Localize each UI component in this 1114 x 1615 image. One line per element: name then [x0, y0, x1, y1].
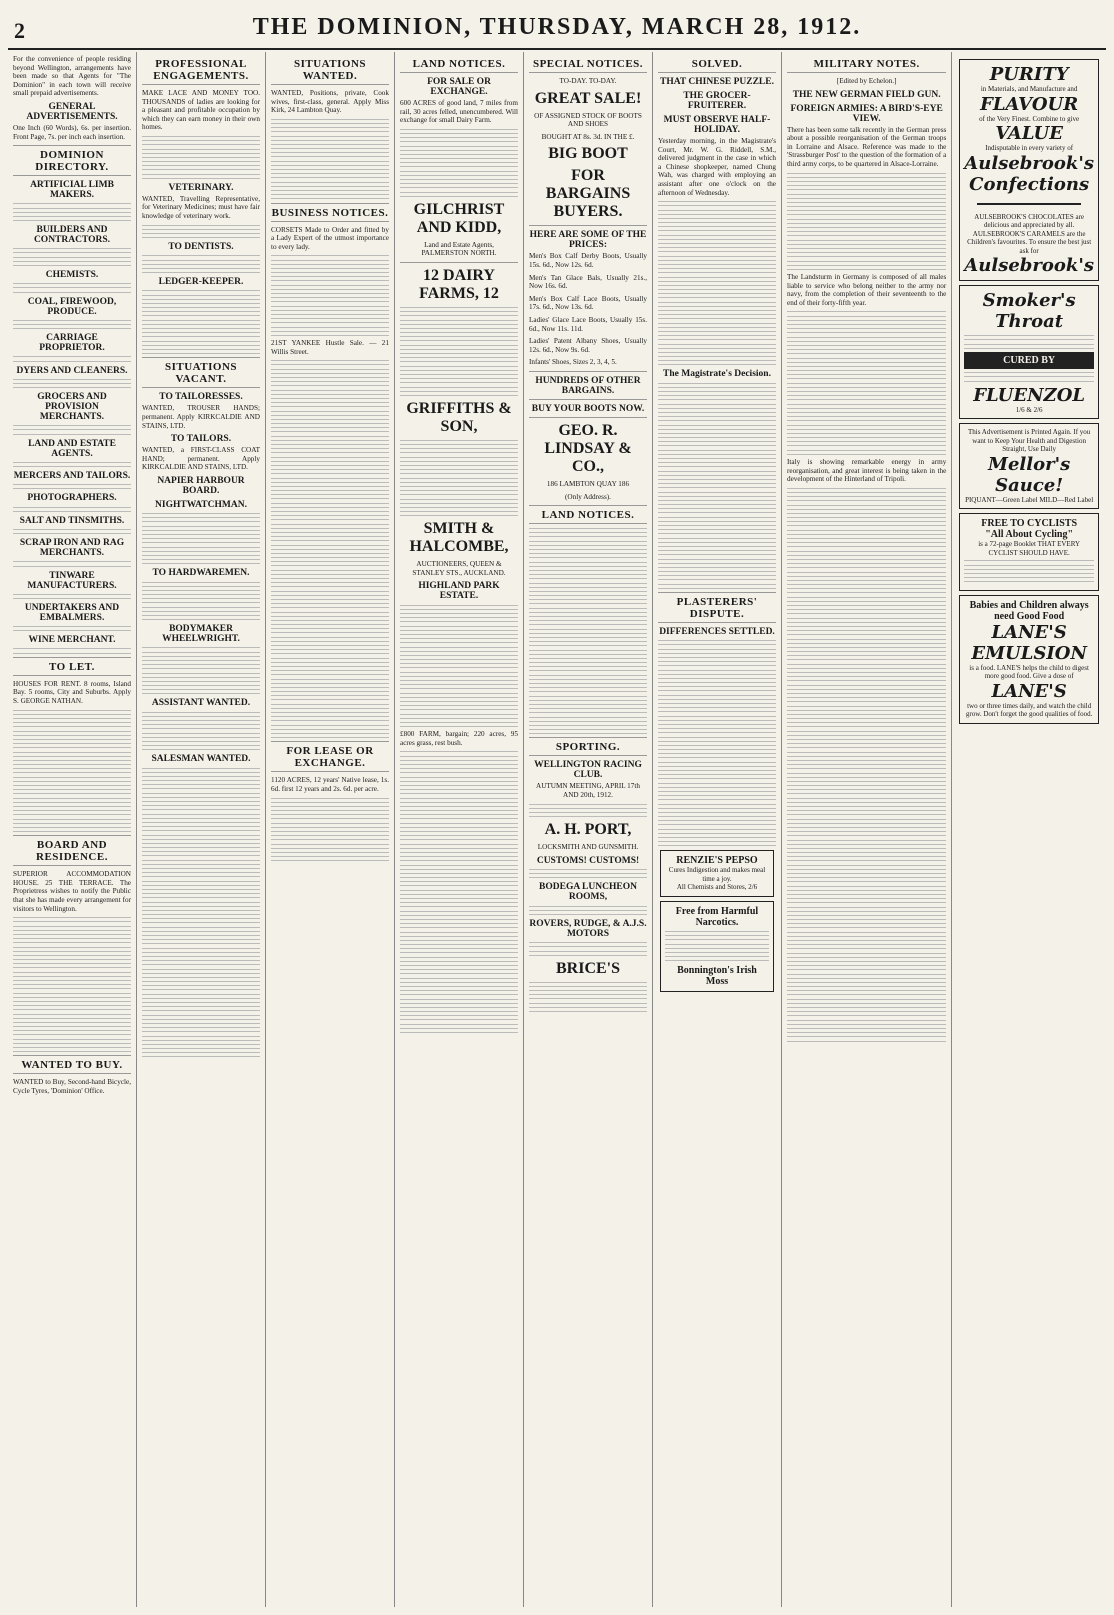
- gilchrist-kidd: GILCHRIST AND KIDD,: [413, 200, 505, 236]
- gilchrist-sub: Land and Estate Agents, PALMERSTON NORTH.: [421, 240, 497, 258]
- smith-sub: AUCTIONEERS, QUEEN & STANLEY STS., AUCKLAND.: [412, 560, 506, 577]
- price-item: Men's Box Calf Derby Boots, Usually 15s. 6d., Now 12s. 6d.: [529, 252, 647, 269]
- board-heading: BOARD AND RESIDENCE.: [13, 839, 131, 866]
- foreign-armies-heading: FOREIGN ARMIES: A BIRD'S-EYE VIEW.: [790, 103, 943, 124]
- assistant-heading: ASSISTANT WANTED.: [151, 698, 251, 709]
- cycling-title: "All About Cycling": [985, 529, 1074, 541]
- griffiths-son: GRIFFITHS & SON,: [406, 399, 512, 435]
- military-heading: MILITARY NOTES.: [787, 58, 946, 73]
- flavour-sub: of the Very Finest. Combine to give: [979, 114, 1080, 123]
- aulsebrook-body: AULSEBROOK'S CHOCOLATES are delicious and appreciated by all. AULSEBROOK'S CARAMELS are the Children's favourites. To ensure the best just ask for: [967, 212, 1092, 255]
- newspaper-title: THE DOMINION, THURSDAY, MARCH 28, 1912.: [252, 14, 862, 40]
- price-item: Men's Tan Glace Bals, Usually 21s., Now 16s. 6d.: [529, 273, 647, 291]
- fluenzol-price: 1/6 & 2/6: [1015, 405, 1043, 414]
- big-boot: BIG BOOT: [548, 145, 628, 163]
- business-text: CORSETS Made to Order and fitted by a Lady Expert of the utmost importance to every lady.: [271, 225, 389, 251]
- business-heading: BUSINESS NOTICES.: [271, 207, 389, 222]
- column-7: [782, 52, 952, 1607]
- yankee-sale: 21ST YANKEE Hustle Sale. — 21 Willis Street.: [271, 339, 389, 356]
- aulsebrook-foot: Aulsebrook's: [964, 255, 1094, 276]
- dir-item: GROCERS AND PROVISION MERCHANTS.: [37, 392, 107, 423]
- dir-item: BUILDERS AND CONTRACTORS.: [33, 225, 111, 246]
- column-6: [653, 52, 782, 1607]
- cycling-ad: [959, 513, 1099, 590]
- dir-item: ARTIFICIAL LIMB MAKERS.: [30, 180, 114, 201]
- prices-heading: HERE ARE SOME OF THE PRICES:: [529, 230, 647, 251]
- salesman-heading: SALESMAN WANTED.: [151, 754, 251, 765]
- renzie-pepso-ad: [660, 850, 774, 897]
- racing-club: WELLINGTON RACING CLUB.: [534, 760, 642, 781]
- land-text: 600 ACRES of good land, 7 miles from rail, 30 acres felled, unencumbered. Will exchange for small Dairy Farm.: [400, 99, 518, 125]
- aulsebrook-name: Aulsebrook's: [964, 152, 1094, 174]
- free-cyclists: FREE TO CYCLISTS: [981, 518, 1078, 530]
- port-sub: LOCKSMITH AND GUNSMITH.: [537, 843, 639, 852]
- military-p2: The Landsturm in Germany is composed of all males liable to service who belong neither to the army nor navy, from the completion of their seventeenth to the end of their forty-fifth year.: [787, 273, 947, 307]
- tailors-heading: TO TAILORS.: [170, 434, 232, 445]
- dir-item: MERCERS AND TAILORS.: [13, 471, 131, 482]
- decision-heading: The Magistrate's Decision.: [663, 369, 771, 380]
- narcotics-title: Free from Harmful Narcotics.: [675, 905, 759, 928]
- value-text: VALUE: [995, 123, 1063, 144]
- bodega-name: BODEGA LUNCHEON ROOMS,: [539, 882, 637, 903]
- hardware-heading: TO HARDWAREMEN.: [152, 568, 250, 579]
- professional-heading: PROFESSIONAL ENGAGEMENTS.: [142, 58, 260, 85]
- lease-heading: FOR LEASE OR EXCHANGE.: [271, 745, 389, 772]
- grocer-fruiterer: THE GROCER-FRUITERER.: [683, 91, 751, 111]
- masthead: [8, 6, 1106, 50]
- column-3: [266, 52, 395, 1607]
- bonnington-name: Bonnington's Irish Moss: [677, 964, 757, 987]
- mellor-ad: [959, 423, 1099, 509]
- tailoresses-text: WANTED, TROUSER HANDS; permanent. Apply KIRKCALDIE AND STAINS, LTD.: [142, 404, 260, 430]
- hundreds-text: HUNDREDS OF OTHER BARGAINS.: [535, 375, 641, 396]
- dir-item: SALT AND TINSMITHS.: [19, 515, 125, 526]
- lanes-foot: two or three times daily, and watch the child grow. Don't forget the good qualities of food.: [965, 701, 1093, 718]
- aulsebrook-ad: [959, 59, 1099, 281]
- to-let-text: HOUSES FOR RENT. 8 rooms, Island Bay. 5 rooms, City and Suburbs. Apply S. GEORGE NATHAN.: [13, 679, 131, 706]
- differences-settled: DIFFERENCES SETTLED.: [659, 627, 775, 638]
- military-p3: Italy is showing remarkable energy in army reorganisation, and great interest is being taken in the development of the Hinterland of Tripoli.: [787, 458, 947, 484]
- dir-item: UNDERTAKERS AND EMBALMERS.: [24, 602, 120, 623]
- assigned-stock: OF ASSIGNED STOCK OF BOOTS AND SHOES: [534, 111, 642, 129]
- lindsay-address: 186 LAMBTON QUAY 186: [546, 479, 630, 488]
- port-name: A. H. PORT,: [544, 821, 632, 839]
- bonnington-ad: [660, 901, 774, 992]
- customs-text: CUSTOMS! CUSTOMS!: [536, 855, 640, 866]
- wanted-buy-heading: WANTED TO BUY.: [13, 1059, 131, 1074]
- fluenzol-ad: [959, 285, 1099, 419]
- dir-item: PHOTOGRAPHERS.: [27, 493, 117, 504]
- mellor-box: This Advertisement is Printed Again. If you want to Keep Your Health and Digestion Straight, Use Daily: [967, 428, 1091, 454]
- special-notices-heading: SPECIAL NOTICES.: [529, 58, 647, 73]
- board-text: SUPERIOR ACCOMMODATION HOUSE. 25 THE TERRACE. The Proprietress wishes to notify the Public that she has made every arrangement for visitors to Wellington.: [13, 870, 131, 913]
- court-text: Yesterday morning, in the Magistrate's Court, Mr. W. G. Riddell, S.M., delivered judgment in the case in which a Chinese shopkeeper, named Chung Wah, was charged with employing an assistant after one o'clock on the afternoon of Wednesday.: [658, 137, 776, 197]
- today-text: TO-DAY. TO-DAY.: [559, 77, 617, 85]
- lindsay-co: GEO. R. LINDSAY & CO.,: [544, 421, 632, 475]
- vet-text: WANTED, Travelling Representative, for Veterinary Medicines; must have fair knowledge of veterinary work.: [142, 194, 260, 221]
- column-8-ads: [952, 52, 1106, 1607]
- sale-exchange-heading: FOR SALE OR EXCHANGE.: [427, 77, 491, 97]
- dairy-farms: 12 DAIRY FARMS, 12: [419, 266, 499, 302]
- purity-sub: in Materials, and Manufacture and: [980, 85, 1078, 93]
- land-notices-heading: LAND NOTICES.: [400, 58, 518, 73]
- situations-text: WANTED, Positions, private, Cook wives, first-class, general. Apply Miss Kirk, 24 Lambton Quay.: [271, 89, 389, 115]
- lease-text: 1120 ACRES, 12 years' Native lease, 1s. 6d. first 12 years and 2s. 6d. per acre.: [271, 776, 389, 793]
- plasterers-heading: PLASTERERS' DISPUTE.: [658, 596, 776, 623]
- flavour-text: FLAVOUR: [980, 93, 1079, 115]
- mellor-label: PIQUANT—Green Label MILD—Red Label: [965, 495, 1094, 504]
- buy-now-text: BUY YOUR BOOTS NOW.: [531, 403, 645, 414]
- price-item: Infants' Shoes, Sizes 2, 3, 4, 5.: [529, 358, 617, 367]
- price-item: Men's Box Calf Lace Boots, Usually 17s. 6d., Now 13s. 6d.: [529, 294, 647, 312]
- solved-heading: SOLVED.: [658, 58, 776, 73]
- purity-text: PURITY: [989, 64, 1069, 85]
- babies-text: Babies and Children always need Good Food: [969, 599, 1089, 622]
- dir-item: LAND AND ESTATE AGENTS.: [28, 438, 116, 459]
- bought-text: BOUGHT AT 8s. 3d. IN THE £.: [541, 132, 635, 141]
- edited-by: [Edited by Echelon.]: [836, 77, 897, 85]
- smokers-text: Smoker's: [982, 290, 1076, 311]
- half-holiday: MUST OBSERVE HALF-HOLIDAY.: [663, 115, 771, 135]
- price-item: Ladies' Patent Albany Shoes, Usually 12s. 6d., Now 9s. 6d.: [529, 337, 647, 354]
- dentists-heading: TO DENTISTS.: [168, 242, 234, 253]
- bargains-buyers: FOR BARGAINS BUYERS.: [545, 167, 631, 221]
- renzie-foot: All Chemists and Stores, 2/6: [676, 883, 758, 892]
- autumn-meeting: AUTUMN MEETING, APRIL 17th AND 20th, 1912.: [536, 782, 640, 800]
- confections-text: Confections: [969, 173, 1090, 195]
- lanes-name: LANE'S: [991, 680, 1067, 702]
- page-number: 2: [14, 18, 25, 43]
- cured-by: CURED BY: [964, 352, 1094, 369]
- dir-item: CARRIAGE PROPRIETOR.: [39, 333, 105, 354]
- military-p1: There has been some talk recently in the German press about a possible reorganisation of the German troops in Lorraine and Alsace. Reference was made to the 'Strassburger Post' to the question of the formation of a third army corps, to be quartered in Alsace-Lorraine.: [787, 125, 947, 168]
- column-5: [524, 52, 653, 1607]
- fluenzol-name: FLUENZOL: [973, 384, 1086, 406]
- column-2: [137, 52, 266, 1607]
- vet-heading: VETERINARY.: [168, 182, 234, 193]
- great-sale: GREAT SALE!: [534, 89, 642, 107]
- throat-text: Throat: [995, 311, 1064, 332]
- farm-text: £800 FARM, bargain; 220 acres, 95 acres grass, rest bush.: [400, 730, 518, 747]
- renzie-title: RENZIE'S PEPSO: [676, 855, 758, 867]
- lanes-emulsion: LANE'S EMULSION: [971, 621, 1087, 664]
- chinese-puzzle: THAT CHINESE PUZZLE.: [660, 77, 774, 87]
- lace-text: MAKE LACE AND MONEY TOO. THOUSANDS of ladies are looking for a pleasant and profitable occupation by which they can earn money in their own homes.: [142, 89, 260, 132]
- intro-text: For the convenience of people residing beyond Wellington, arrangements have been made so that Agents for "The Dominion" in each town will receive small prepaid advertisements.: [13, 55, 131, 98]
- rovers-motors: ROVERS, RUDGE, & A.J.S. MOTORS: [529, 918, 647, 939]
- renzie-sub: Cures Indigestion and makes meal time a joy.: [668, 866, 766, 883]
- wanted-buy-text: WANTED to Buy, Second-hand Bicycle, Cycle Tyres, 'Dominion' Office.: [13, 1078, 131, 1095]
- dir-item: CHEMISTS.: [45, 270, 99, 281]
- nightwatch-heading: NIGHTWATCHMAN.: [155, 499, 247, 510]
- napier-heading: NAPIER HARBOUR BOARD.: [157, 475, 245, 496]
- highland-park: HIGHLAND PARK ESTATE.: [418, 581, 500, 602]
- directory-heading: DOMINION DIRECTORY.: [13, 149, 131, 176]
- dir-item: WINE MERCHANT.: [28, 635, 116, 646]
- lanes-sub: is a food. LANE'S helps the child to digest more good food. Give a dose of: [969, 663, 1089, 680]
- dir-item: SCRAP IRON AND RAG MERCHANTS.: [19, 538, 125, 559]
- field-gun-heading: THE NEW GERMAN FIELD GUN.: [792, 89, 941, 100]
- cycling-sub: is a 72-page Booklet THAT EVERY CYCLIST SHOULD HAVE.: [978, 540, 1081, 557]
- to-let-heading: TO LET.: [13, 661, 131, 676]
- dir-item: COAL, FIREWOOD, PRODUCE.: [27, 296, 117, 317]
- lindsay-note: (Only Address).: [565, 492, 611, 501]
- column-4: [395, 52, 524, 1607]
- mellor-sauce: Mellor's Sauce!: [988, 453, 1071, 496]
- value-sub: Indisputable in every variety of: [985, 144, 1074, 152]
- tailoresses-heading: TO TAILORESSES.: [159, 392, 243, 403]
- tailors-text: WANTED, a FIRST-CLASS COAT HAND; permanent. Apply KIRKCALDIE AND STAINS, LTD.: [142, 446, 260, 472]
- situations-wanted-heading: SITUATIONS WANTED.: [271, 58, 389, 85]
- vacant-heading: SITUATIONS VACANT.: [142, 361, 260, 388]
- column-1: [8, 52, 137, 1607]
- sporting-heading: SPORTING.: [529, 741, 647, 756]
- dir-item: TINWARE MANUFACTURERS.: [27, 570, 117, 591]
- ledger-heading: LEDGER-KEEPER.: [158, 277, 244, 288]
- dir-item: DYERS AND CLEANERS.: [16, 365, 128, 376]
- smith-halcombe: SMITH & HALCOMBE,: [409, 520, 509, 556]
- page-columns: [8, 52, 1106, 1607]
- bodymaker-heading: BODYMAKER WHEELWRIGHT.: [162, 624, 240, 645]
- price-item: Ladies' Glace Lace Boots, Usually 15s. 6d., Now 11s. 11d.: [529, 315, 647, 333]
- lanes-ad: [959, 595, 1099, 724]
- rates-heading: GENERAL ADVERTISEMENTS.: [26, 101, 118, 122]
- land-notices-2-heading: LAND NOTICES.: [529, 509, 647, 524]
- brices-name: BRICE'S: [555, 959, 621, 977]
- rates-text: One Inch (60 Words), 6s. per insertion. Front Page, 7s. per inch each insertion.: [13, 123, 131, 141]
